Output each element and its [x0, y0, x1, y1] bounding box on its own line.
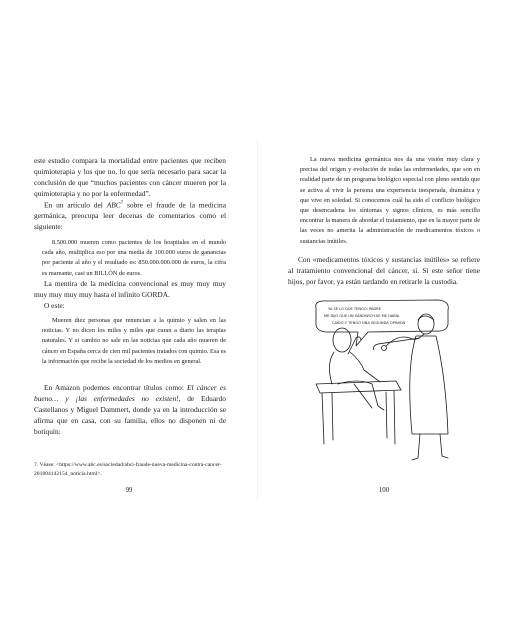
right-paragraph-1: Con «medicamentos tóxicos y sustancias inútiles» se refiere al tratamiento convencional del cáncer, sí. Si este señor tiene hijos, por favor, ya están tardando en retirarle la custodia.: [288, 255, 480, 286]
footnote: 7. Véase: <https://www.abc.es/sociedad/abci-fraude-nueva-medicina-contra-cancer-201804142154_noticia.html>.: [34, 462, 222, 477]
right-page: [258, 0, 516, 640]
page-number: 99: [125, 487, 133, 494]
blockquote-2: Mueren diez personas que renuncian a la quimio y salen en las noticias. Y no dicen los miles y miles que curan a diario las terapias naturales. Y si cambio no sale en las noticias que cada año mueren de cáncer en España cerca de cien mil pacientes tratados con quimio. Esa es la información que recibe la sociedad de los medios en general.: [42, 317, 226, 365]
abc-title: ABC: [106, 200, 121, 210]
left-paragraph-1: este estudio compara la mortalidad entre pacientes que reciben quimioterapia y los que no, lo que sería necesario para sacar la conclusión de que “muchos pacientes con cáncer mueren por la quimioterapia y no por la enfermedad”.: [34, 156, 226, 198]
left-paragraph-5: [34, 382, 226, 437]
text-run: En Amazon podemos encontrar títulos como:: [44, 383, 187, 392]
speech-line-2: ME DIJO QUE UN SÁNDWICH SE ME HABÍA: [324, 314, 400, 318]
book-title: El cáncer es bueno… y ¡las enfermedades no existen!: [34, 383, 226, 403]
footnote-ref: 7: [120, 201, 124, 206]
text-run: En un artículo del: [44, 200, 107, 210]
speech-line-1: YA SÉ LO QUE TENGO: PADRE: [328, 307, 381, 311]
left-paragraph-3: La mentira de la medicina convencional es muy muy muy muy muy muy muy hasta el infinito GORDA.: [34, 279, 226, 299]
left-paragraph-2: [34, 198, 226, 232]
blockquote-right: La nueva medicina germánica nos da una visión muy clara y precisa del origen y evolución de todas las enfermedades, que son en realidad parte de un programa biológico especial con pleno sentido que se activa al vivir la persona una experiencia inesperada, dramática y que vive en soledad. Si conocemos cuál ha sido el conflicto biológico que desencadena los síntomas y signos clínicos, es más sencillo encontrar la manera de abordar el tratamiento, que en la mayor parte de las veces no amerita la administración de medicamentos tóxicos o sustancias inútiles.: [300, 156, 480, 245]
text-run: , de Eduardo Castellanos y Miguel Dammert, donde ya en la introducción se afirma que en casa, con su familia, ellos no disponen ni de botiquín:: [34, 394, 226, 436]
blockquote-1: 8.500.000 mueren como pacientes de los hospitales en el mundo cada año, multiplica eso por una media de 100.000 euros de ganancias por paciente al año y el resultado es: 850.000.000.000 de euros, la cifra es mareante, casi un BILLÓN de euros.: [42, 239, 226, 277]
doctor-cartoon-illustration: [298, 298, 473, 468]
left-paragraph-4: O este:: [44, 301, 65, 310]
page-number: 100: [378, 487, 390, 494]
speech-line-3: CAÍDO Y TENGO UNA SEGUNDA OPINIÓN: [332, 321, 406, 325]
text-run: sobre el fraude de la medicina germánica, preocupa leer decenas de comentarios como el siguiente:: [34, 200, 226, 232]
